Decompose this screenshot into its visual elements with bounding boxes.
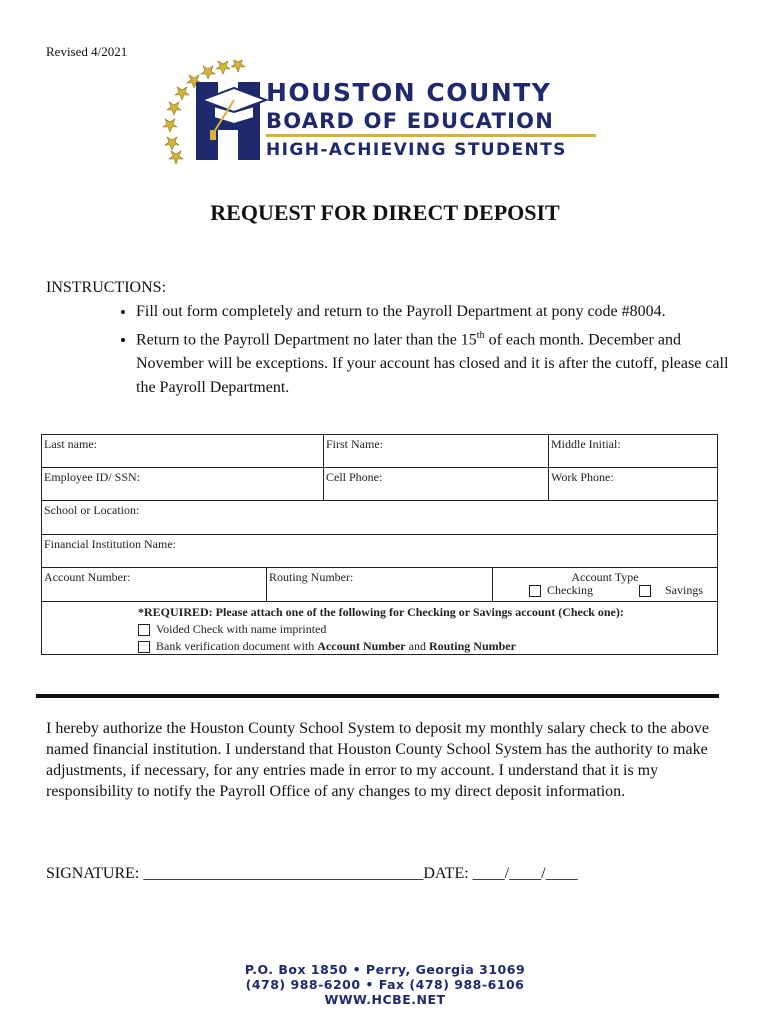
institution-field[interactable] bbox=[42, 535, 717, 567]
form-row-required bbox=[42, 602, 717, 654]
footer-website[interactable]: WWW.HCBE.NET bbox=[324, 992, 446, 1007]
voided-check-checkbox[interactable] bbox=[138, 624, 150, 636]
account-number-label: Account Number: bbox=[44, 570, 131, 584]
superscript: th bbox=[476, 330, 485, 341]
first-name-label: First Name: bbox=[326, 437, 383, 451]
footer-phone: (478) 988-6200 • Fax (478) 988-6106 bbox=[245, 977, 525, 992]
voided-check-label: Voided Check with name imprinted bbox=[156, 622, 327, 636]
last-name-field[interactable] bbox=[42, 435, 323, 467]
checking-checkbox[interactable] bbox=[529, 585, 541, 597]
authorization-text: I hereby authorize the Houston County School System to deposit my monthly salary check to the above named financial institution. I understand that Houston County School System has the authority to make adjustments, if necessary, for any entries made in error to my account. I understand that it is my responsibility to notify the Payroll Office of any changes to my direct deposit information. bbox=[46, 720, 709, 800]
employee-id-field[interactable] bbox=[42, 468, 323, 500]
revised-date: Revised 4/2021 bbox=[46, 44, 128, 59]
routing-number-field[interactable] bbox=[266, 568, 492, 601]
middle-initial-field[interactable] bbox=[548, 435, 717, 467]
bank-verification-option[interactable] bbox=[138, 638, 717, 655]
checking-option[interactable] bbox=[529, 583, 593, 598]
bank-verification-label: Bank verification document with bbox=[156, 639, 318, 653]
form-row-institution bbox=[42, 535, 717, 568]
cell-phone-field[interactable] bbox=[323, 468, 548, 500]
voided-check-option[interactable] bbox=[138, 621, 717, 638]
section-divider bbox=[36, 694, 719, 698]
middle-initial-label: Middle Initial: bbox=[551, 437, 621, 451]
form-row-account bbox=[42, 568, 717, 602]
school-field[interactable] bbox=[42, 501, 717, 534]
employee-id-label: Employee ID/ SSN: bbox=[44, 470, 140, 484]
footer-address: P.O. Box 1850 • Perry, Georgia 31069 bbox=[244, 962, 526, 977]
instructions bbox=[46, 276, 736, 400]
form-row-name bbox=[42, 435, 717, 468]
deposit-form bbox=[41, 434, 718, 655]
institution-label: Financial Institution Name: bbox=[44, 537, 176, 551]
instruction-item: • Fill out form completely and return to the Payroll Department at pony code #8004. bbox=[136, 300, 736, 324]
routing-number-label: Routing Number: bbox=[269, 570, 354, 584]
signature-label: SIGNATURE: ___________________________________ bbox=[46, 865, 424, 882]
instructions-heading: INSTRUCTIONS: bbox=[46, 279, 167, 296]
account-type-field bbox=[492, 568, 717, 601]
cell-phone-label: Cell Phone: bbox=[326, 470, 383, 484]
date-label: DATE: ____/____/____ bbox=[423, 865, 578, 882]
savings-checkbox[interactable] bbox=[639, 585, 651, 597]
page-title: REQUEST FOR DIRECT DEPOSIT bbox=[210, 200, 560, 225]
logo-line-2: BOARD OF EDUCATION bbox=[266, 109, 554, 133]
instruction-item bbox=[136, 324, 736, 400]
instruction-text: Return to the Payroll Department no later than the 15 bbox=[136, 331, 477, 349]
savings-label: Savings bbox=[665, 583, 704, 597]
required-title: *REQUIRED: Please attach one of the following for Checking or Savings account (Check one): bbox=[138, 605, 624, 619]
logo-line-1: HOUSTON COUNTY bbox=[266, 78, 552, 107]
bank-acct-emphasis: Account Number bbox=[317, 639, 406, 653]
last-name-label: Last name: bbox=[44, 437, 97, 451]
form-row-school bbox=[42, 501, 717, 535]
instructions-list bbox=[46, 300, 736, 400]
school-label: School or Location: bbox=[44, 503, 140, 517]
required-section bbox=[42, 602, 717, 655]
savings-option[interactable] bbox=[639, 583, 703, 598]
form-row-contact bbox=[42, 468, 717, 501]
account-number-field[interactable] bbox=[42, 568, 266, 601]
instruction-text: of each month. December and November will be exceptions. If your account has closed and it is after the cutoff, please call the Payroll Department. bbox=[136, 331, 729, 397]
checking-label: Checking bbox=[547, 583, 593, 597]
footer bbox=[0, 962, 770, 1007]
bank-verification-checkbox[interactable] bbox=[138, 641, 150, 653]
signature-line[interactable] bbox=[46, 865, 578, 883]
first-name-field[interactable] bbox=[323, 435, 548, 467]
bank-and-text: and bbox=[405, 639, 429, 653]
work-phone-field[interactable] bbox=[548, 468, 717, 500]
bank-routing-emphasis: Routing Number bbox=[428, 639, 516, 653]
logo-line-3: HIGH-ACHIEVING STUDENTS bbox=[266, 140, 567, 160]
logo-gold-bar bbox=[266, 134, 596, 137]
account-type-label: Account Type bbox=[571, 570, 639, 584]
work-phone-label: Work Phone: bbox=[551, 470, 614, 484]
